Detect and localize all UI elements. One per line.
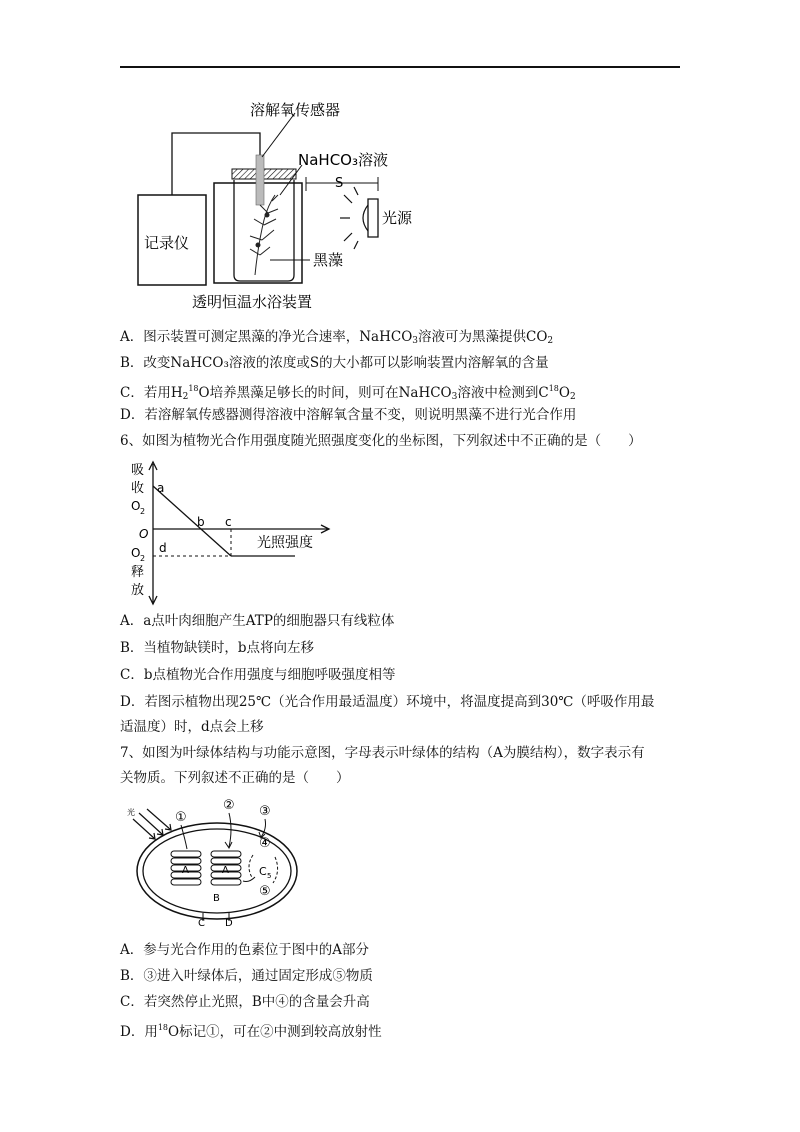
point-d-label: d [159, 541, 167, 555]
light-label: 光源 [382, 209, 413, 227]
x-axis-label: 光照强度 [257, 535, 313, 551]
light-source [368, 199, 378, 237]
q5-option-b: B．改变NaHCO₃溶液的浓度或S的大小都可以影响装置内溶解氧的含量 [120, 355, 549, 371]
q7-option-c: C．若突然停止光照，B中④的含量会升高 [120, 994, 370, 1010]
sensor-wire [172, 133, 260, 195]
chloroplast-figure [125, 797, 305, 927]
q5-option-c: C．若用$H_2^{18}O$培养黑藻足够长的时间，则可在NaHCO$_3$溶液中检测到$C^{18}O_2$ [120, 384, 576, 402]
q6-option-a: A．a点叶肉细胞产生ATP的细胞器只有线粒体 [120, 613, 395, 629]
svg-text:O: O [131, 546, 141, 560]
header-rule [120, 66, 680, 68]
label-D: D [225, 918, 233, 927]
svg-text:O: O [139, 527, 149, 541]
s-label: S [335, 176, 344, 191]
svg-text:O: O [131, 499, 141, 513]
q7-option-d: D．用$^{18}$O标记①，可在②中测到较高放射性 [120, 1023, 382, 1040]
svg-text:2: 2 [140, 507, 146, 516]
label-C5-sub: 5 [267, 872, 272, 880]
q7-stem-line2: 关物质。下列叙述不正确的是（ ） [120, 770, 350, 786]
point-c-label: c [225, 515, 232, 529]
q6-option-b: B．当植物缺镁时，b点将向左移 [120, 640, 315, 656]
sensor-label: 溶解氧传感器 [250, 101, 341, 119]
svg-text:放: 放 [131, 583, 145, 598]
sensor-probe [256, 155, 264, 205]
recorder-label: 记录仪 [144, 234, 190, 252]
label-2: ② [223, 798, 235, 813]
point-a-label: a [157, 481, 165, 495]
q6-option-d-line1: D．若图示植物出现25℃（光合作用最适温度）环境中，将温度提高到30℃（呼吸作用最 [120, 694, 655, 710]
label-C5: C [259, 865, 267, 878]
light-intensity-graph [125, 458, 345, 608]
label-A-left: A [182, 865, 189, 876]
q7-option-a: A．参与光合作用的色素位于图中的A部分 [120, 942, 369, 958]
q6-option-c: C．b点植物光合作用强度与细胞呼吸强度相等 [120, 667, 396, 683]
svg-text:释: 释 [131, 565, 145, 580]
sensor-pointer-line [262, 113, 295, 157]
label-5: ⑤ [259, 884, 271, 899]
q7-option-b: B．③进入叶绿体后，通过固定形成⑤物质 [120, 968, 373, 984]
label-B: B [213, 893, 220, 904]
q6-stem: 6、如图为植物光合作用强度随光照强度变化的坐标图，下列叙述中不正确的是（ ） [120, 433, 642, 449]
plant-label: 黑藻 [313, 251, 344, 269]
label-C: C [198, 918, 205, 927]
point-b-label: b [197, 515, 205, 529]
q5-option-a: A．图示装置可测定黑藻的净光合速率，NaHCO$_3$溶液可为黑藻提供$CO_2$ [120, 329, 554, 346]
light-label-small: 光 [127, 808, 135, 817]
solution-label: NaHCO₃溶液 [298, 151, 388, 169]
plant-drawing [250, 195, 278, 275]
label-4: ④ [259, 836, 271, 851]
svg-text:2: 2 [140, 554, 146, 563]
svg-text:收: 收 [131, 481, 145, 496]
label-1: ① [175, 810, 187, 825]
apparatus-caption: 透明恒温水浴装置 [192, 293, 313, 311]
q5-option-d: D．若溶解氧传感器测得溶液中溶解氧含量不变，则说明黑藻不进行光合作用 [120, 407, 577, 423]
q7-stem-line1: 7、如图为叶绿体结构与功能示意图，字母表示叶绿体的结构（A为膜结构），数字表示有 [120, 745, 645, 761]
svg-text:吸: 吸 [131, 463, 145, 478]
apparatus-figure [130, 95, 430, 315]
light-rays [340, 187, 358, 249]
label-A-right: A [222, 865, 229, 876]
q6-option-d-line2: 适温度）时，d点会上移 [120, 719, 264, 735]
label-3: ③ [259, 804, 271, 819]
